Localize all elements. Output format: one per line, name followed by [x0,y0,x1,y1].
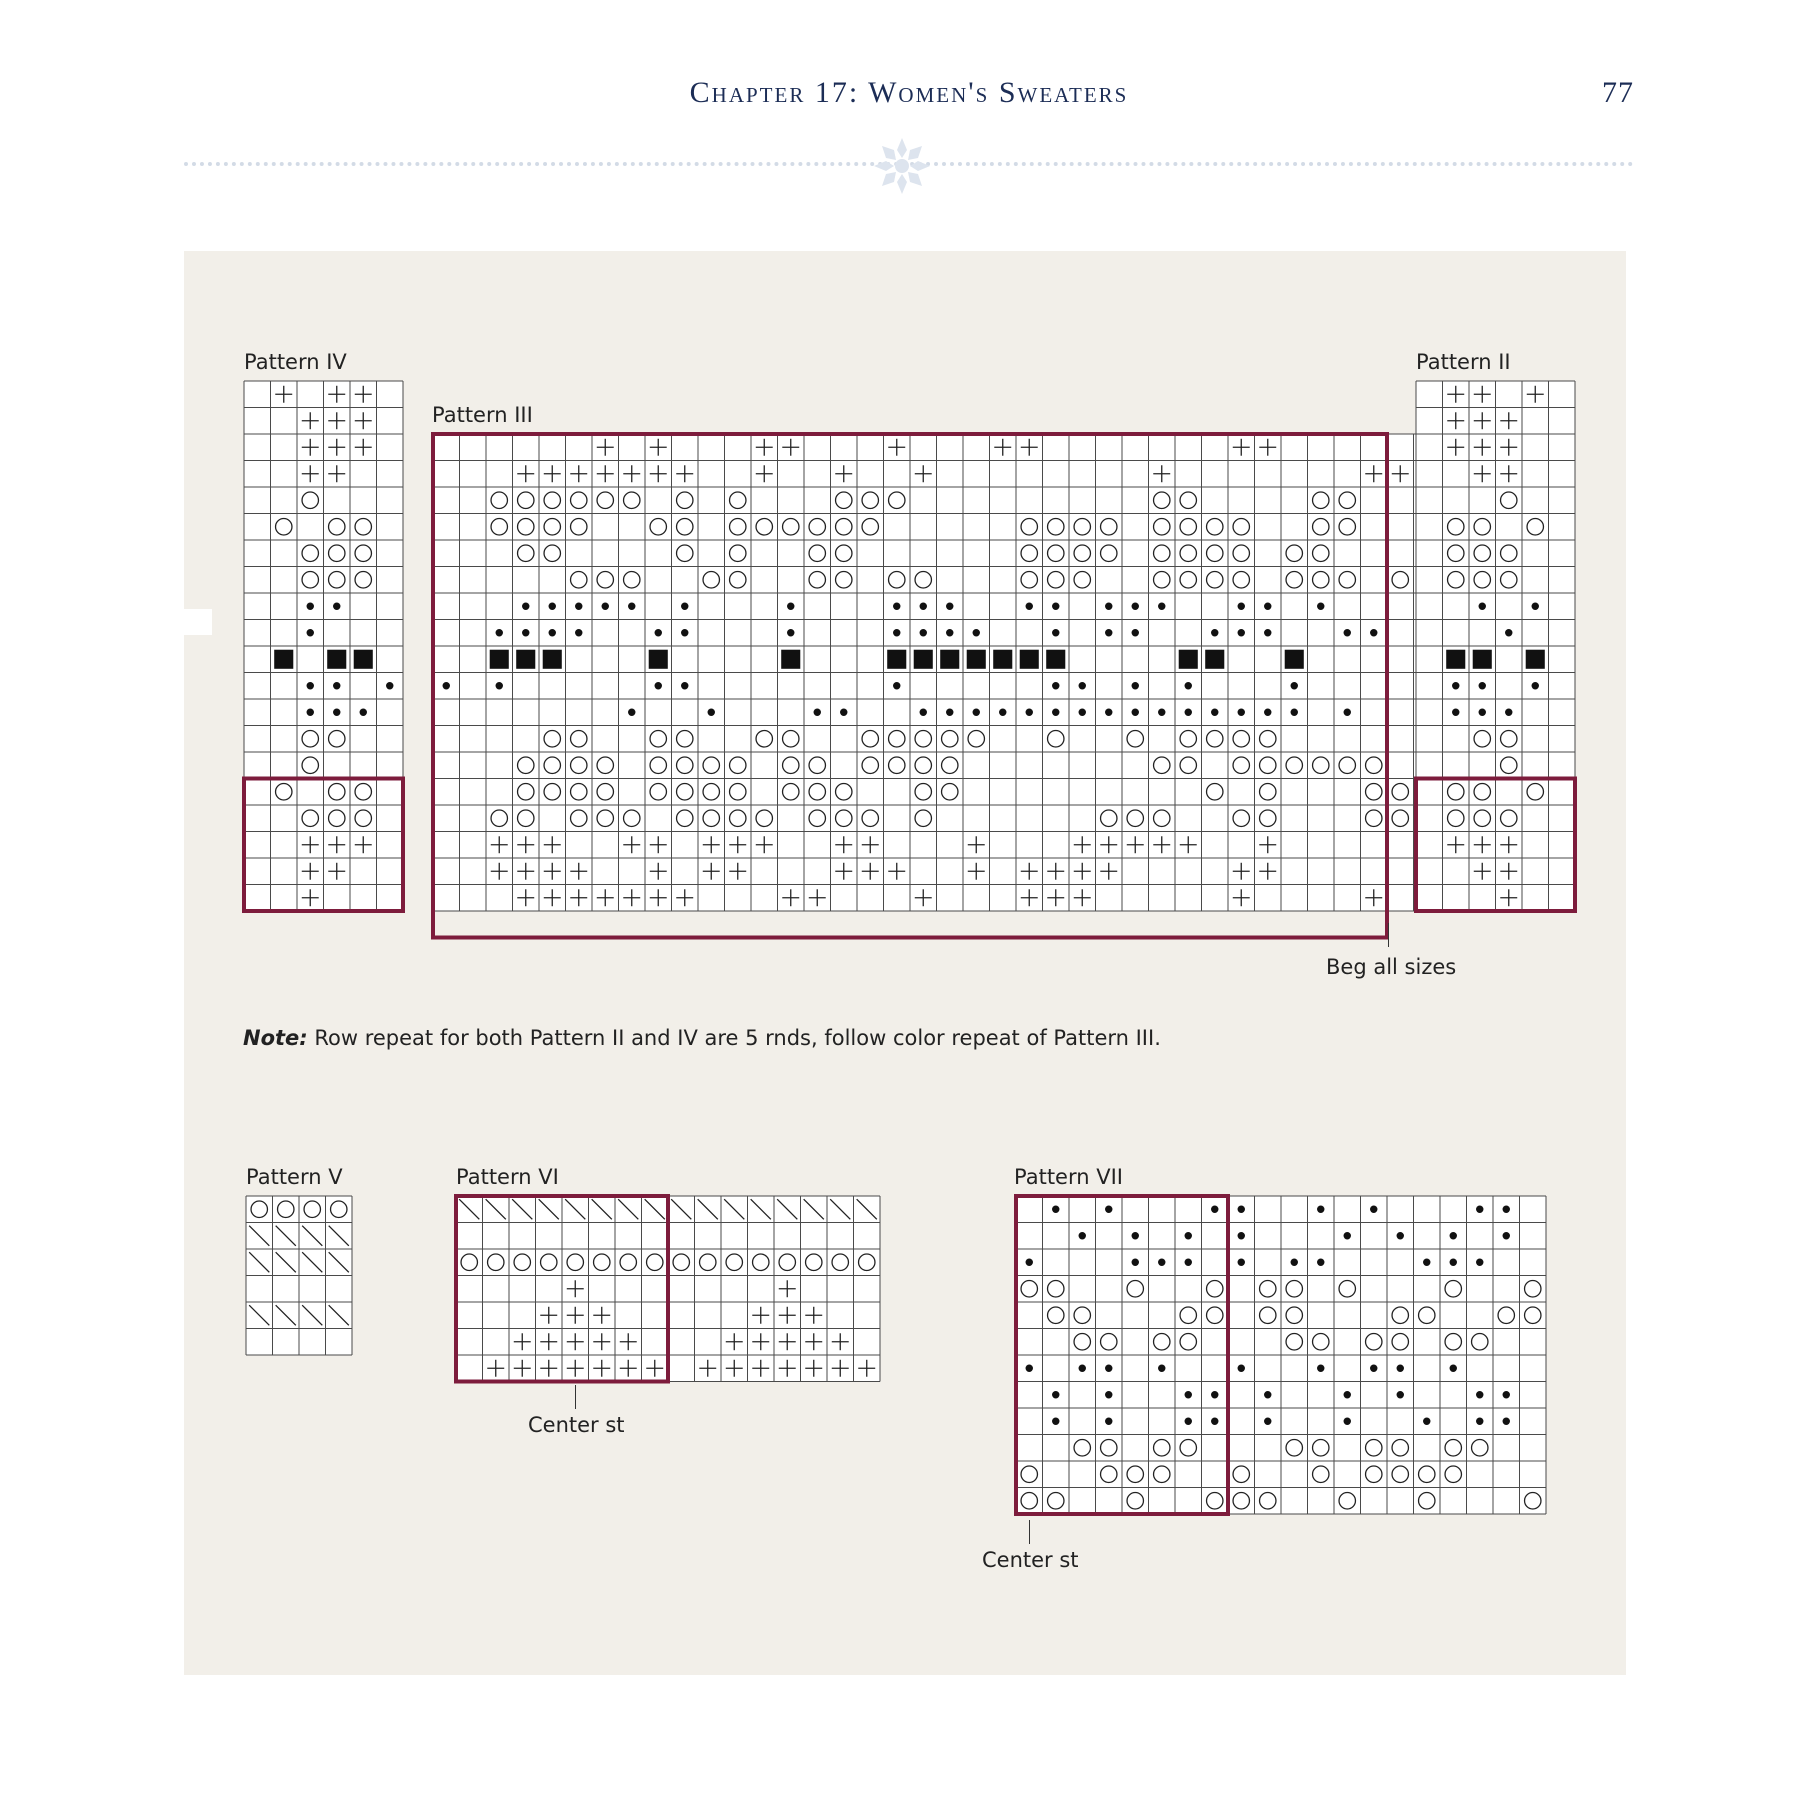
dot-symbol [1264,603,1271,610]
dot-symbol [1238,629,1245,636]
dot-symbol [708,709,715,716]
dot-symbol [549,603,556,610]
dot-symbol [1397,1232,1404,1239]
dot-symbol [655,682,662,689]
pattern_iv-grid [244,381,403,911]
dot-symbol [787,603,794,610]
dot-symbol [522,603,529,610]
dot-symbol [1185,1418,1192,1425]
dot-symbol [1079,709,1086,716]
chapter-title: Chapter 17: Women's Sweaters [689,76,1129,109]
dot-symbol [1105,1365,1112,1372]
square-symbol [327,650,346,669]
dot-symbol [1370,1365,1377,1372]
dot-symbol [893,629,900,636]
dot-symbol [1052,629,1059,636]
dot-symbol [1211,709,1218,716]
dot-symbol [946,603,953,610]
dot-symbol [1132,682,1139,689]
dot-symbol [1132,1232,1139,1239]
dot-symbol [1503,1232,1510,1239]
dot-symbol [1479,603,1486,610]
dot-symbol [1450,1232,1457,1239]
dot-symbol [1264,1418,1271,1425]
dot-symbol [628,709,635,716]
square-symbol [354,650,373,669]
pattern-v-title: Pattern V [246,1165,343,1189]
dot-symbol [1211,1418,1218,1425]
dot-symbol [1264,1391,1271,1398]
dot-symbol [1105,1391,1112,1398]
dot-symbol [1452,682,1459,689]
dot-symbol [1479,709,1486,716]
dot-symbol [1185,709,1192,716]
square-symbol [781,650,800,669]
dot-symbol [307,682,314,689]
dot-symbol [307,629,314,636]
dot-symbol [1370,629,1377,636]
pattern-iv-title: Pattern IV [244,350,347,374]
dot-symbol [1479,682,1486,689]
dot-symbol [1503,1206,1510,1213]
dot-symbol [1264,629,1271,636]
dot-symbol [1452,709,1459,716]
dot-symbol [549,629,556,636]
dot-symbol [1052,709,1059,716]
dot-symbol [1317,603,1324,610]
dot-symbol [1211,1206,1218,1213]
center-st-vii-label: Center st [982,1548,1079,1572]
dot-symbol [628,603,635,610]
dot-symbol [1079,1232,1086,1239]
dot-symbol [443,682,450,689]
pattern-iii-title: Pattern III [432,403,533,427]
dot-symbol [946,709,953,716]
dot-symbol [1264,709,1271,716]
square-symbol [1046,650,1065,669]
dot-symbol [814,709,821,716]
dot-symbol [1105,1206,1112,1213]
center-st-vi-tick [575,1385,576,1409]
dot-symbol [1079,1365,1086,1372]
dot-symbol [1185,1391,1192,1398]
dot-symbol [1476,1418,1483,1425]
dot-symbol [307,709,314,716]
dot-symbol [1105,1418,1112,1425]
dot-symbol [1505,709,1512,716]
dot-symbol [496,682,503,689]
square-symbol [516,650,535,669]
dot-symbol [973,709,980,716]
dot-symbol [1052,1206,1059,1213]
square-symbol [1473,650,1492,669]
dot-symbol [1476,1206,1483,1213]
page-number: 77 [1602,76,1634,109]
dot-symbol [946,629,953,636]
dot-symbol [681,682,688,689]
dot-symbol [1505,629,1512,636]
dot-symbol [1317,1259,1324,1266]
dot-symbol [1185,682,1192,689]
square-symbol [1179,650,1198,669]
pattern_ii-grid [1416,381,1575,911]
dot-symbol [1344,1391,1351,1398]
dot-symbol [1476,1259,1483,1266]
square-symbol [993,650,1012,669]
dot-symbol [1052,603,1059,610]
dot-symbol [1211,629,1218,636]
dot-symbol [1158,1365,1165,1372]
page-header [184,68,1634,128]
dot-symbol [1450,1365,1457,1372]
dot-symbol [1132,1259,1139,1266]
dot-symbol [893,682,900,689]
dot-symbol [1317,1206,1324,1213]
center-st-vi-label: Center st [528,1413,625,1437]
dot-symbol [1532,603,1539,610]
dot-symbol [1532,682,1539,689]
dot-symbol [1344,629,1351,636]
dot-symbol [1211,1391,1218,1398]
pattern-ii-chart [1416,381,1575,911]
dot-symbol [522,629,529,636]
dot-symbol [1317,1365,1324,1372]
dot-symbol [1185,1259,1192,1266]
dot-symbol [1026,1259,1033,1266]
pattern_iii-grid [433,434,1493,911]
square-symbol [1526,650,1545,669]
dot-symbol [1105,629,1112,636]
dot-symbol [1238,1259,1245,1266]
note-label: Note: [243,1026,308,1050]
dot-symbol [920,709,927,716]
dot-symbol [1105,709,1112,716]
square-symbol [914,650,933,669]
dot-symbol [1291,709,1298,716]
dot-symbol [1052,1418,1059,1425]
dot-symbol [602,603,609,610]
pattern-ii-title: Pattern II [1416,350,1511,374]
dot-symbol [1238,1365,1245,1372]
beg-all-sizes-tick [1388,923,1389,947]
row-repeat-note [243,1026,1161,1050]
dot-symbol [1397,1391,1404,1398]
dot-symbol [1397,1365,1404,1372]
dot-symbol [1291,1259,1298,1266]
dot-symbol [787,629,794,636]
square-symbol [1446,650,1465,669]
dot-symbol [1344,1418,1351,1425]
dot-symbol [333,682,340,689]
square-symbol [887,650,906,669]
dot-symbol [920,629,927,636]
dot-symbol [1238,603,1245,610]
note-text: Row repeat for both Pattern II and IV are 5 rnds, follow color repeat of Pattern III. [307,1026,1161,1050]
dot-symbol [1344,1232,1351,1239]
dot-symbol [1026,603,1033,610]
square-symbol [940,650,959,669]
pattern-iii-chart [433,434,1493,911]
dot-symbol [681,629,688,636]
dot-symbol [1370,1206,1377,1213]
dot-symbol [333,709,340,716]
square-symbol [1205,650,1224,669]
dot-symbol [1503,1391,1510,1398]
dot-symbol [575,629,582,636]
center-st-vii-tick [1029,1520,1030,1544]
dot-symbol [1185,1232,1192,1239]
dot-symbol [1238,709,1245,716]
dot-symbol [1344,709,1351,716]
dot-symbol [575,603,582,610]
dot-symbol [840,709,847,716]
dot-symbol [386,682,393,689]
dot-symbol [1503,1418,1510,1425]
pattern-vi-title: Pattern VI [456,1165,559,1189]
dot-symbol [1026,1365,1033,1372]
dot-symbol [1450,1259,1457,1266]
square-symbol [490,650,509,669]
dot-symbol [681,603,688,610]
square-symbol [274,650,293,669]
pattern-vii-chart [1016,1196,1546,1514]
beg-all-sizes-label: Beg all sizes [1326,955,1457,979]
dot-symbol [1026,709,1033,716]
pattern-vi-chart [456,1196,880,1382]
dot-symbol [1291,682,1298,689]
dot-symbol [1423,1259,1430,1266]
dot-symbol [496,629,503,636]
pattern-iv-chart [244,381,403,911]
square-symbol [649,650,668,669]
dot-symbol [1132,629,1139,636]
pattern_v-grid [246,1196,352,1355]
dot-symbol [655,629,662,636]
dot-symbol [1423,1418,1430,1425]
margin-tab [184,609,212,635]
snowflake-ornament-icon [872,136,932,196]
square-symbol [1285,650,1304,669]
square-symbol [543,650,562,669]
dot-symbol [893,603,900,610]
dot-symbol [333,603,340,610]
dot-symbol [1079,682,1086,689]
dot-symbol [1052,682,1059,689]
dot-symbol [1158,603,1165,610]
pattern-v-chart [246,1196,352,1355]
dot-symbol [999,709,1006,716]
dot-symbol [1238,1232,1245,1239]
dot-symbol [1132,603,1139,610]
dot-symbol [920,603,927,610]
dot-symbol [1158,1259,1165,1266]
dot-symbol [1158,709,1165,716]
dot-symbol [1476,1391,1483,1398]
dot-symbol [1132,709,1139,716]
pattern-vii-title: Pattern VII [1014,1165,1123,1189]
dot-symbol [1238,1206,1245,1213]
square-symbol [1020,650,1039,669]
dot-symbol [1052,1391,1059,1398]
dot-symbol [973,629,980,636]
dot-symbol [1105,603,1112,610]
pattern_vii-grid [1016,1196,1546,1514]
square-symbol [967,650,986,669]
dot-symbol [307,603,314,610]
dot-symbol [360,709,367,716]
